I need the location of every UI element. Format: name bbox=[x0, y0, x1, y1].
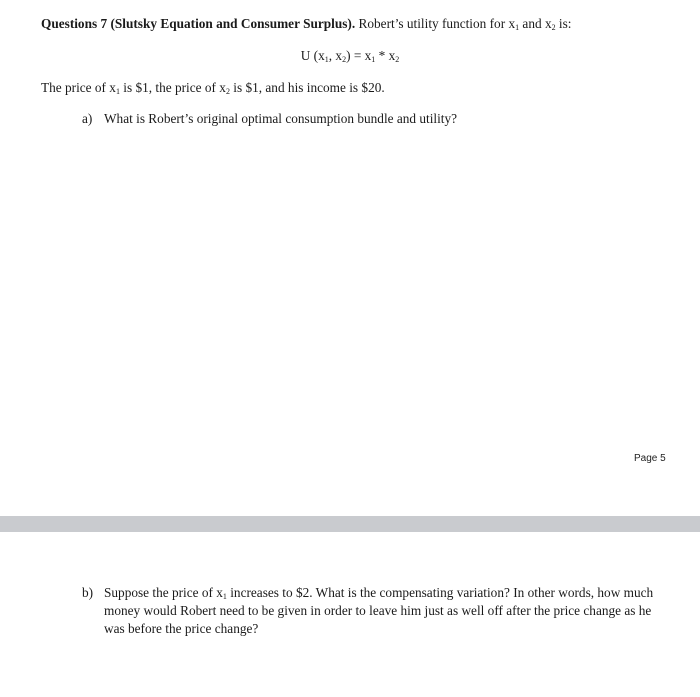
subscript: 1 bbox=[222, 592, 227, 601]
part-b-text-start: Suppose the price of x bbox=[104, 585, 223, 600]
question-title-bold: Questions 7 (Slutsky Equation and Consumer Surplus). bbox=[41, 16, 356, 31]
part-a-text: What is Robert’s original optimal consumption bundle and utility? bbox=[104, 111, 458, 126]
equation-text: * x bbox=[375, 48, 396, 63]
part-b-question bbox=[82, 584, 672, 638]
question-title-text: is: bbox=[555, 16, 572, 31]
part-b-label: b) bbox=[82, 585, 94, 600]
subscript: 2 bbox=[342, 55, 347, 64]
question-title-text: Robert’s utility function for x bbox=[355, 16, 516, 31]
subscript: 2 bbox=[225, 87, 230, 96]
part-b-text bbox=[104, 584, 672, 638]
utility-equation bbox=[0, 47, 700, 65]
subscript: 1 bbox=[115, 87, 120, 96]
part-a-label: a) bbox=[82, 111, 93, 126]
question-heading bbox=[41, 15, 572, 33]
equation-text: U (x bbox=[300, 48, 325, 63]
subscript: 1 bbox=[371, 55, 376, 64]
question-title-text: and x bbox=[519, 16, 552, 31]
equation-text: , x bbox=[328, 48, 343, 63]
part-b-text-end: increases to $2. What is the compensating variation? In other words, how much money would Robert need to be given in order to leave him just as well off after the price change as he was before the price change? bbox=[104, 585, 654, 636]
price-statement bbox=[41, 79, 385, 97]
page-number: Page 5 bbox=[634, 453, 666, 464]
subscript: 1 bbox=[324, 55, 329, 64]
page-separator bbox=[0, 516, 700, 532]
equation-text: ) = x bbox=[346, 48, 372, 63]
part-a-question bbox=[82, 110, 457, 128]
price-text: is $1, the price of x bbox=[119, 80, 226, 95]
subscript: 2 bbox=[395, 55, 400, 64]
subscript: 2 bbox=[551, 23, 556, 32]
price-text: is $1, and his income is $20. bbox=[229, 80, 385, 95]
subscript: 1 bbox=[515, 23, 520, 32]
price-text: The price of x bbox=[41, 80, 116, 95]
